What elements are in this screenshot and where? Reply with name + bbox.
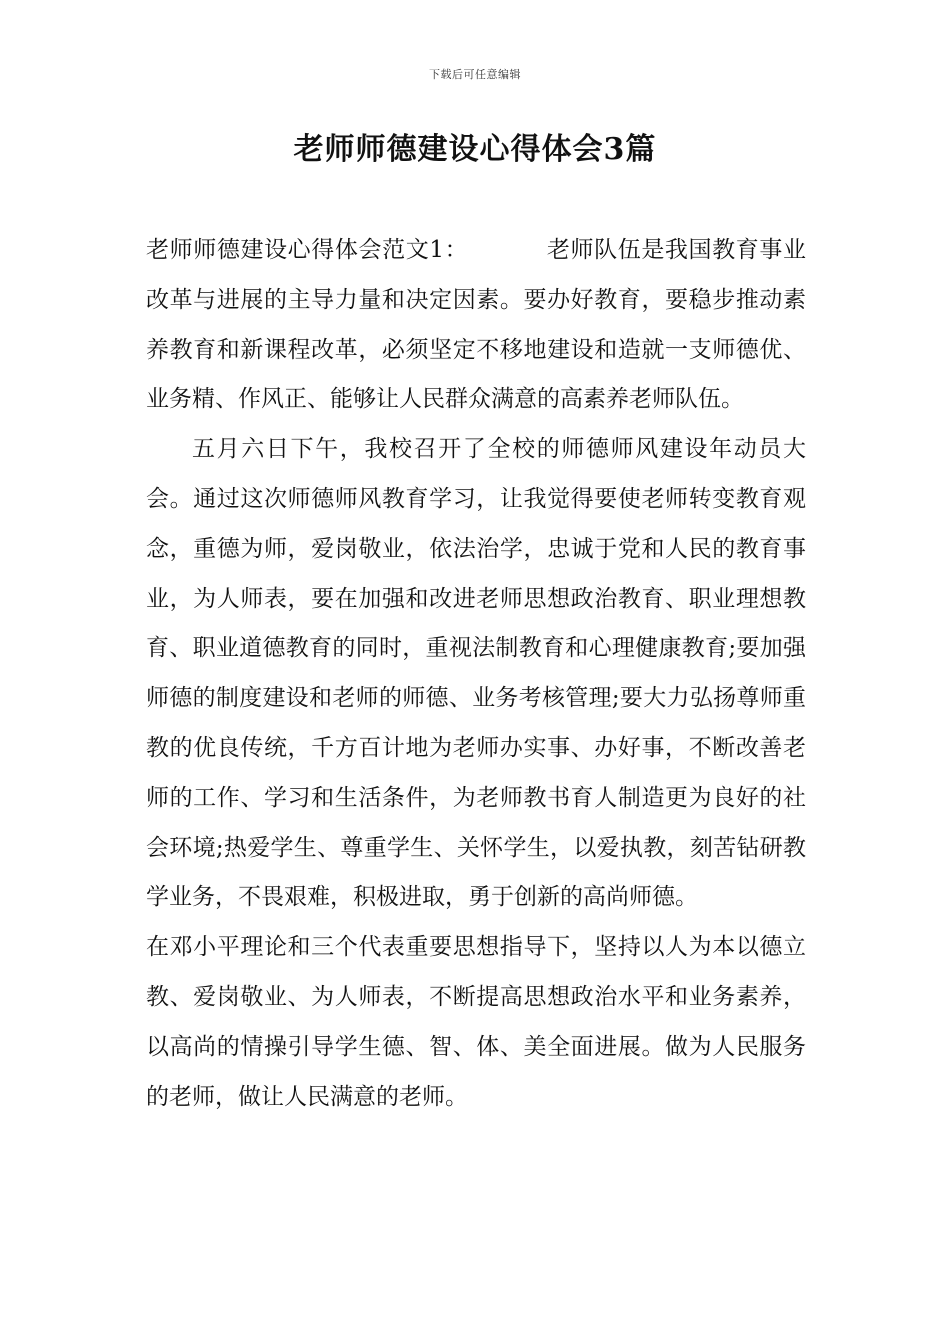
document-body <box>146 226 806 1122</box>
paragraph-intro-text: 老师队伍是我国教育事业改革与进展的主导力量和决定因素。要办好教育，要稳步推动素养教育和新课程改革，必须坚定不移地建设和造就一支师德优、业务精、作风正、能够让人民群众满意的高素养老师队伍。 <box>146 237 807 413</box>
paragraph-guidance: 在邓小平理论和三个代表重要思想指导下，坚持以人为本以德立教、爱岗敬业、为人师表，不断提高思想政治水平和业务素养，以高尚的情操引导学生德、智、体、美全面进展。做为人民服务的老师，做让人民满意的老师。 <box>146 934 806 1110</box>
header-note: 下载后可任意编辑 <box>429 68 521 81</box>
paragraph-meeting: 五月六日下午，我校召开了全校的师德师风建设年动员大会。通过这次师德师风教育学习，让我觉得要使老师转变教育观念，重德为师，爱岗敬业，依法治学，忠诚于党和人民的教育事业，为人师表，要在加强和改进老师思想政治教育、职业理想教育、职业道德教育的同时，重视法制教育和心理健康教育;要加强师德的制度建设和老师的师德、业务考核管理;要大力弘扬尊师重教的优良传统，千方百计地为老师办实事、办好事，不断改善老师的工作、学习和生活条件，为老师教书育人制造更为良好的社会环境;热爱学生、尊重学生、关怀学生，以爱执教，刻苦钻研教学业务，不畏艰难，积极进取，勇于创新的高尚师德。 <box>146 436 806 911</box>
paragraph-intro-lead: 老师师德建设心得体会范文1： <box>146 237 469 263</box>
document-title: 老师师德建设心得体会3篇 <box>293 132 657 167</box>
paragraph-intro <box>146 226 806 425</box>
